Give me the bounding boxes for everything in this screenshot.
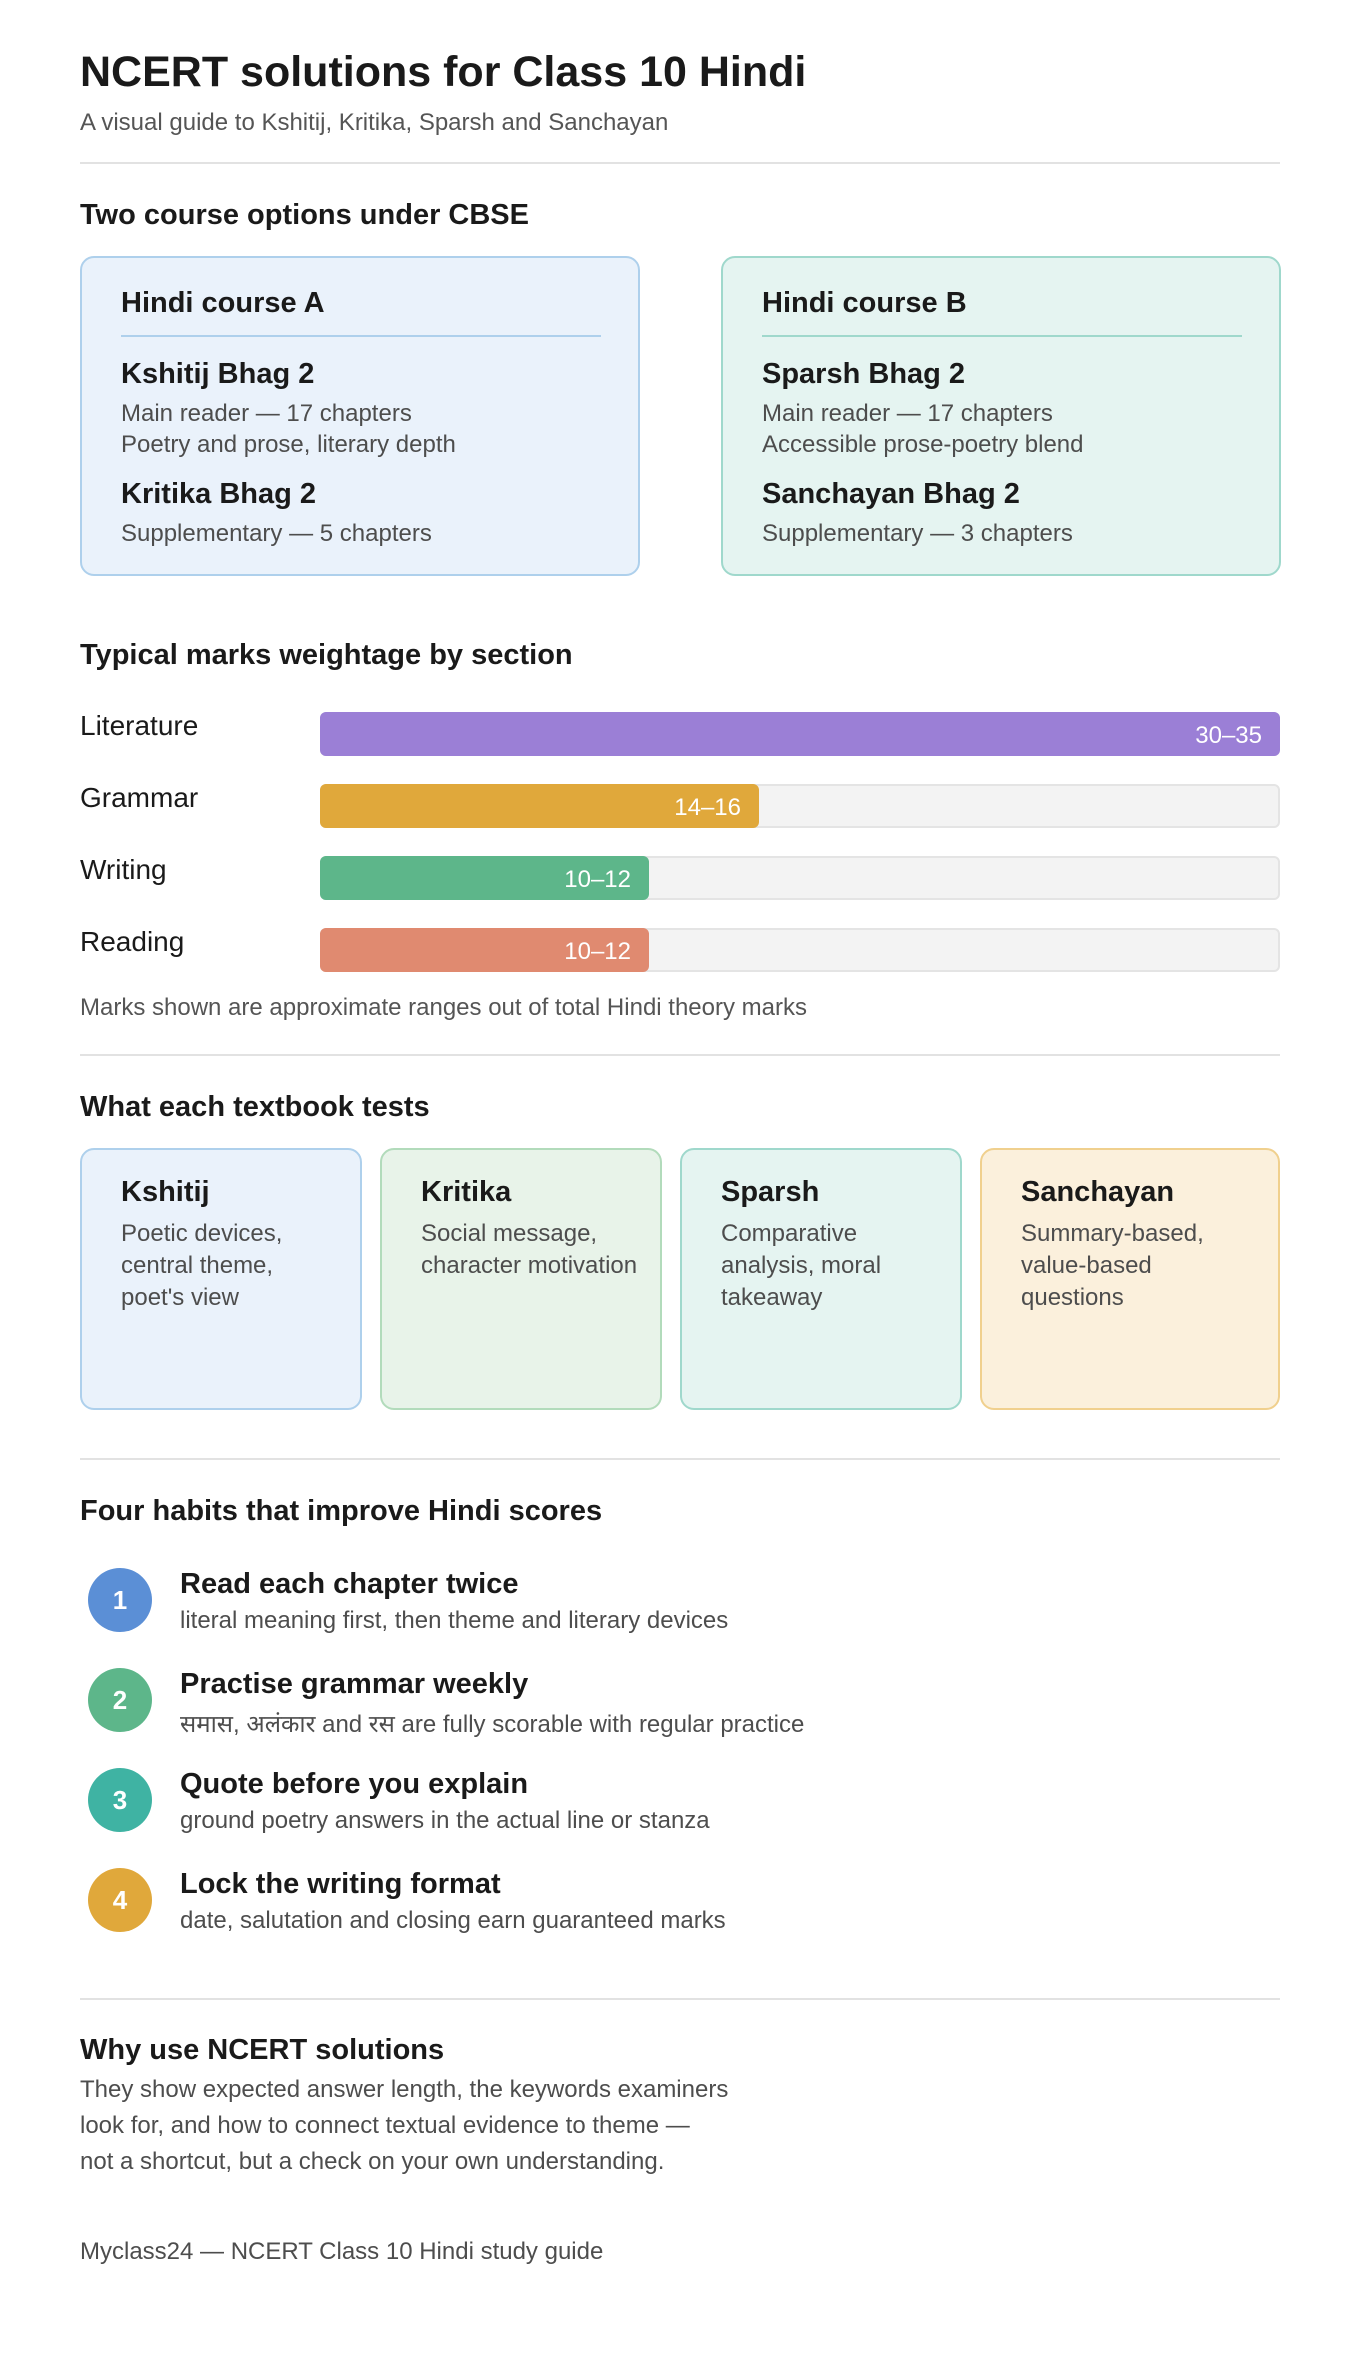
divider: [80, 1054, 1280, 1056]
textbook-description: Social message, character motivation: [421, 1220, 638, 1279]
weightage-bar-track: [320, 784, 1280, 828]
habit-title: Practise grammar weekly: [180, 1668, 529, 1700]
habit-description: ground poetry answers in the actual line or stanza: [180, 1807, 710, 1834]
habit-description: literal meaning first, then theme and literary devices: [180, 1607, 729, 1634]
page-subtitle: A visual guide to Kshitij, Kritika, Sparsh and Sanchayan: [80, 109, 669, 136]
course-card-b: [721, 256, 1281, 576]
divider: [80, 162, 1280, 164]
step-number-badge: 1: [88, 1568, 152, 1632]
textbook-name: Sparsh: [721, 1176, 820, 1208]
textbook-description: Comparative analysis, moral takeaway: [721, 1220, 882, 1311]
main-reader-chapters: Main reader — 17 chapters: [762, 400, 1053, 427]
course-card-a: [80, 256, 640, 576]
textbook-card-sparsh: [680, 1148, 962, 1410]
course-card-title: Hindi course B: [762, 287, 967, 319]
habit-description: समास, अलंकार and रस are fully scorable with regular practice: [180, 1711, 805, 1738]
why-section-title: Why use NCERT solutions: [80, 2034, 445, 2066]
step-number-badge: 3: [88, 1768, 152, 1832]
textbook-card-sanchayan: [980, 1148, 1280, 1410]
bar-label: Literature: [80, 710, 199, 741]
why-line: not a shortcut, but a check on your own understanding.: [80, 2148, 665, 2175]
card-divider: [121, 335, 601, 337]
supplementary-reader-title: Kritika Bhag 2: [121, 478, 316, 510]
bar-label: Writing: [80, 854, 167, 885]
course-card-title: Hindi course A: [121, 287, 325, 319]
bar-value: 10–12: [564, 866, 631, 893]
textbook-name: Kritika: [421, 1176, 512, 1208]
bar-label: Grammar: [80, 782, 199, 813]
habits-section-title: Four habits that improve Hindi scores: [80, 1495, 603, 1527]
weightage-bar-track: [320, 856, 1280, 900]
courses-section-title: Two course options under CBSE: [80, 199, 529, 231]
main-reader-title: Kshitij Bhag 2: [121, 358, 315, 390]
weightage-bar-track: [320, 928, 1280, 972]
main-reader-description: Accessible prose-poetry blend: [762, 431, 1084, 458]
habit-title: Read each chapter twice: [180, 1568, 519, 1600]
habit-description: date, salutation and closing earn guaranteed marks: [180, 1907, 726, 1934]
main-reader-chapters: Main reader — 17 chapters: [121, 400, 412, 427]
textbook-description: Summary-based, value-based questions: [1021, 1220, 1204, 1311]
footer-text: Myclass24 — NCERT Class 10 Hindi study guide: [80, 2238, 604, 2265]
step-number-badge: 2: [88, 1668, 152, 1732]
habit-title: Quote before you explain: [180, 1768, 529, 1800]
bar-value: 30–35: [1195, 722, 1262, 749]
textbook-card-kshitij: [80, 1148, 362, 1410]
supplementary-reader-title: Sanchayan Bhag 2: [762, 478, 1020, 510]
textbook-name: Sanchayan: [1021, 1176, 1175, 1208]
supplementary-reader-chapters: Supplementary — 3 chapters: [762, 520, 1073, 547]
bar-value: 14–16: [674, 794, 741, 821]
page-title: NCERT solutions for Class 10 Hindi: [80, 48, 807, 96]
divider: [80, 1458, 1280, 1460]
why-line: They show expected answer length, the keywords examiners: [80, 2076, 729, 2103]
habit-title: Lock the writing format: [180, 1868, 501, 1900]
textbook-name: Kshitij: [121, 1176, 210, 1208]
weightage-section-title: Typical marks weightage by section: [80, 639, 573, 671]
why-line: look for, and how to connect textual evidence to theme —: [80, 2112, 690, 2139]
step-number-badge: 4: [88, 1868, 152, 1932]
textbooks-section-title: What each textbook tests: [80, 1091, 430, 1123]
weightage-note: Marks shown are approximate ranges out of total Hindi theory marks: [80, 994, 807, 1021]
textbook-card-kritika: [380, 1148, 662, 1410]
textbook-description: Poetic devices, central theme, poet's view: [121, 1220, 283, 1311]
why-paragraph: [80, 2072, 800, 2180]
main-reader-description: Poetry and prose, literary depth: [121, 431, 456, 458]
supplementary-reader-chapters: Supplementary — 5 chapters: [121, 520, 432, 547]
divider: [80, 1998, 1280, 2000]
bar-value: 10–12: [564, 938, 631, 965]
weightage-bar-track: [320, 712, 1280, 756]
bar-label: Reading: [80, 926, 185, 957]
card-divider: [762, 335, 1242, 337]
main-reader-title: Sparsh Bhag 2: [762, 358, 966, 390]
